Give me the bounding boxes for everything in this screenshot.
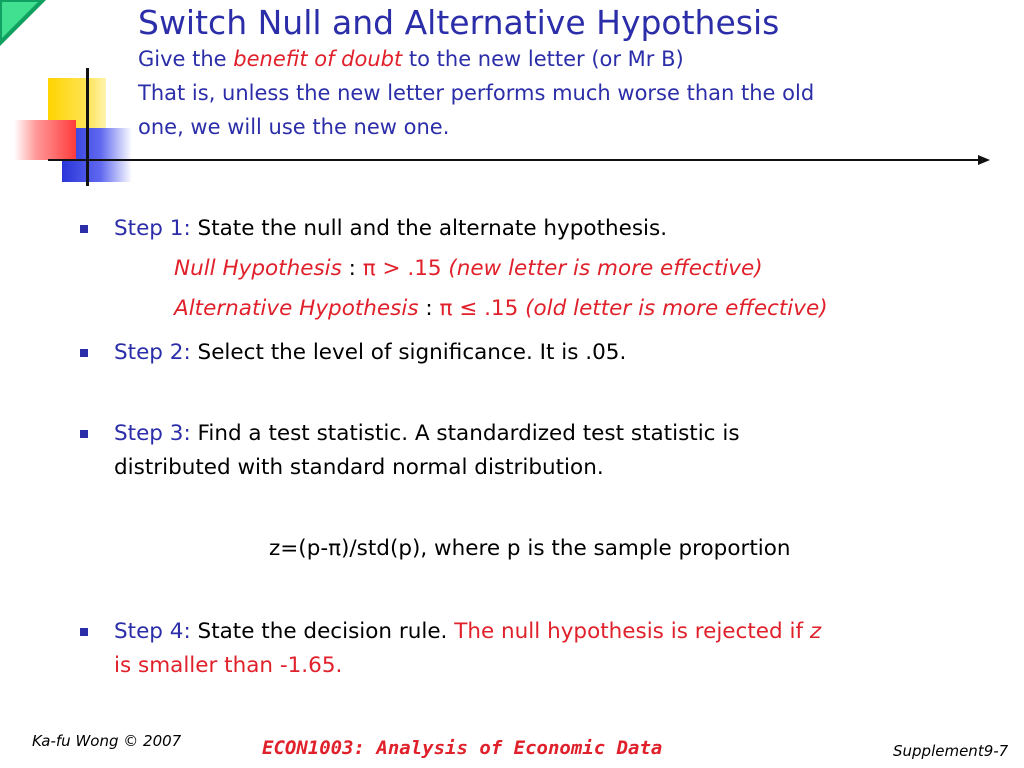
subtitle-text: Give the bbox=[138, 47, 234, 71]
null-hypothesis-name: Null Hypothesis bbox=[174, 256, 342, 281]
alt-hypothesis-name: Alternative Hypothesis bbox=[174, 296, 419, 321]
step-label: Step 3: bbox=[114, 421, 191, 446]
step-text-continued: distributed with standard normal distribution. bbox=[114, 455, 604, 480]
bullet-icon bbox=[80, 225, 88, 233]
vertical-rule bbox=[86, 68, 89, 186]
null-hypothesis-note: (new letter is more effective) bbox=[448, 256, 763, 281]
subtitle-text: to the new letter (or Mr B) bbox=[402, 47, 684, 71]
arrow-head-icon bbox=[978, 155, 990, 165]
red-square-decoration bbox=[14, 120, 76, 160]
decision-rule-text: The null hypothesis is rejected if bbox=[454, 619, 810, 644]
hypothesis-separator: : bbox=[341, 256, 363, 281]
test-statistic-formula: z=(p-π)/std(p), where p is the sample proportion bbox=[269, 536, 791, 561]
footer-course-title: ECON1003: Analysis of Economic Data bbox=[262, 737, 663, 759]
alt-hypothesis-note: (old letter is more effective) bbox=[525, 296, 828, 321]
step-1 bbox=[80, 212, 970, 246]
step-text: Find a test statistic. A standardized test statistic is bbox=[190, 421, 740, 446]
step-2 bbox=[80, 336, 970, 370]
alternative-hypothesis-line bbox=[174, 292, 828, 326]
null-hypothesis-expr: π > .15 bbox=[362, 256, 449, 281]
step-text: State the decision rule. bbox=[190, 619, 455, 644]
step-4 bbox=[80, 615, 970, 683]
slide-title-block bbox=[138, 4, 1008, 144]
bullet-icon bbox=[80, 349, 88, 357]
corner-triangle-highlight bbox=[2, 2, 38, 38]
step-3 bbox=[80, 417, 970, 485]
decision-rule-variable: z bbox=[809, 619, 822, 644]
slide-subtitle-line2: That is, unless the new letter performs much worse than the old bbox=[138, 81, 815, 105]
step-label: Step 1: bbox=[114, 216, 191, 241]
hypothesis-separator: : bbox=[418, 296, 440, 321]
decision-rule-text-continued: is smaller than -1.65. bbox=[114, 653, 343, 678]
subtitle-emphasis: benefit of doubt bbox=[233, 47, 403, 71]
step-text: Select the level of significance. It is .05. bbox=[190, 340, 627, 365]
slide-title: Switch Null and Alternative Hypothesis bbox=[138, 3, 780, 42]
slide-subtitle-line1 bbox=[138, 42, 1008, 76]
alt-hypothesis-expr: π ≤ .15 bbox=[439, 296, 526, 321]
footer-page-number: Supplement9-7 bbox=[893, 742, 1009, 760]
step-label: Step 2: bbox=[114, 340, 191, 365]
slide-subtitle-line3: one, we will use the new one. bbox=[138, 115, 450, 139]
footer-author: Ka-fu Wong © 2007 bbox=[32, 732, 182, 750]
step-label: Step 4: bbox=[114, 619, 191, 644]
title-underline-rule bbox=[48, 159, 980, 161]
bullet-icon bbox=[80, 628, 88, 636]
bullet-icon bbox=[80, 430, 88, 438]
null-hypothesis-line bbox=[174, 252, 763, 286]
step-text: State the null and the alternate hypothesis. bbox=[190, 216, 668, 241]
